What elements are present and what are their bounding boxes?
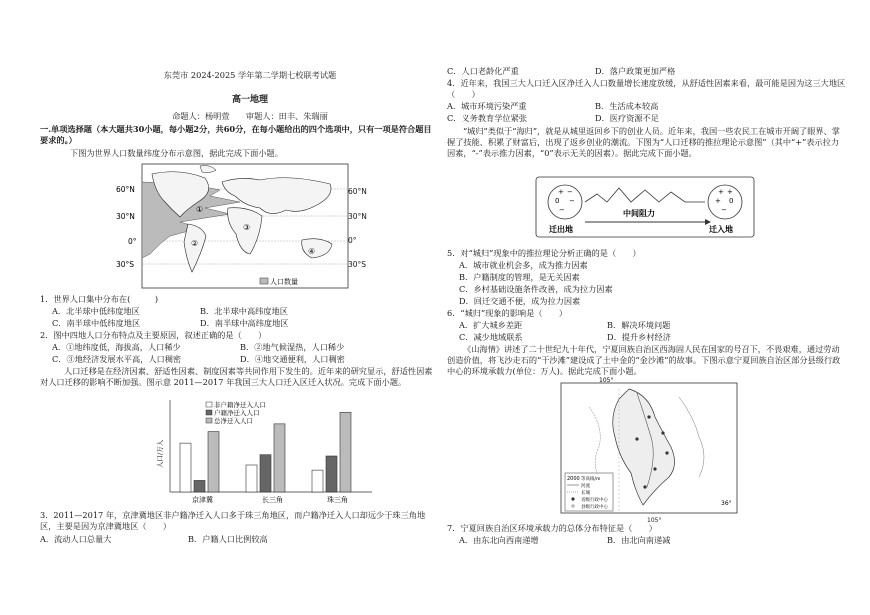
push-pull-diagram <box>535 176 755 238</box>
q2-option-b[interactable]: B．②地气候湿热，人口稀少 <box>240 342 345 352</box>
q3-option-c[interactable]: C．人口老龄化严重 <box>447 66 519 76</box>
bar-0-1 <box>194 480 205 492</box>
q2-stem: 2．图中四地人口分布特点及主要原因，叙述正确的是（ ） <box>40 330 267 340</box>
map-legend: 人口数量 <box>270 278 298 286</box>
diagram-destination-label: 迁入地 <box>709 225 733 234</box>
q7-option-a[interactable]: A．由东北向西南递增 <box>459 535 539 545</box>
world-population-map <box>110 162 350 290</box>
authors: 命题人：杨明萱 审题人：田丰、朱瑞丽 <box>172 111 328 121</box>
section-heading: 一.单项选择题（本大题共30小题，每小题2分，共60分，在每小题给出的四个选项中，只有一项是符合题目要求的。） <box>40 124 432 145</box>
q5-option-d[interactable]: D．回迁交通不便，成为拉力因素 <box>459 296 581 306</box>
q6-option-c[interactable]: C．减少地域联系 <box>459 332 523 342</box>
map-marker-3: ③ <box>243 223 251 232</box>
q4-option-d[interactable]: D．医疗资源不足 <box>595 113 659 123</box>
map2-scale: 2000 <box>567 476 580 482</box>
q3-stem: 3．2011—2017 年，京津冀地区非户籍净迁入人口多于珠三角地区，而户籍净迁入人口却远少于珠三角地区，主要是因为京津冀地区（ ） <box>40 510 426 531</box>
svg-text:0: 0 <box>555 197 560 205</box>
q4-option-b[interactable]: B．生活成本较高 <box>595 101 659 111</box>
lat-label-0-right: 0° <box>348 236 357 245</box>
lat-label-30s: 30°S <box>116 260 135 269</box>
lat-label-60n: 60°N <box>116 185 135 194</box>
bar-0-0 <box>180 443 191 492</box>
q4-option-c[interactable]: C．义务教育学位紧张 <box>447 113 527 123</box>
q5-option-c[interactable]: C．乡村基础设施条件改善，成为拉力因素 <box>459 284 613 294</box>
q2-option-c[interactable]: C．③地经济发展水平高，人口稠密 <box>52 354 182 364</box>
q1-stem: 1．世界人口集中分布在( ) <box>40 294 159 304</box>
q7-option-b[interactable]: B．由北向南递减 <box>607 535 671 545</box>
bar-1-2 <box>274 424 285 492</box>
svg-text:+: + <box>715 197 721 205</box>
svg-text:−: − <box>721 206 727 214</box>
bar-1-1 <box>260 455 271 492</box>
lat-label-60n-right: 60°N <box>348 187 367 196</box>
q1-option-b[interactable]: B．北半球中高纬度地区 <box>200 306 288 316</box>
map2-lon-bottom: 105° <box>647 517 662 524</box>
q2-option-d[interactable]: D．④地交通便利，人口稠密 <box>240 354 345 364</box>
svg-text:−: − <box>569 197 575 205</box>
q1-option-c[interactable]: C．南半球中低纬度地区 <box>52 318 141 328</box>
right-column <box>447 0 847 615</box>
q1-option-a[interactable]: A．北半球中低纬度地区 <box>52 306 140 316</box>
chart-category-1: 长三角 <box>262 496 283 504</box>
svg-text:+: + <box>718 188 724 196</box>
lat-label-30s-right: 30°S <box>348 260 367 269</box>
q3-option-d[interactable]: D．落户政策更加严格 <box>595 66 676 76</box>
passage-4: 《山海情》讲述了二十世纪九十年代，宁夏回族自治区西海固人民在国家的号召下，不畏艰难，通过劳动创造价值，将飞沙走石的“干沙滩”建设成了土中金的“金沙滩”的故事。下图示意宁夏回族自治区部分县级行政中心的环境承载力(单位：万人)。据此完成下面小题。 <box>447 344 841 376</box>
map2-legend-4: 县级行政中心 <box>581 505 608 510</box>
q6-option-a[interactable]: A．扩大城乡差距 <box>459 320 523 330</box>
bar-1-0 <box>246 465 257 492</box>
chart-legend-1: 户籍净迁入人口 <box>214 409 260 417</box>
chart-legend-0: 非户籍净迁入人口 <box>214 401 266 409</box>
map-intro: 下图为世界人口数量纬度分布示意图，据此完成下面小题。 <box>70 148 283 158</box>
lat-label-0: 0° <box>128 237 137 246</box>
q6-stem: 6．“城归”现象的影响是（ ） <box>447 308 568 318</box>
map2-lat-bottom: 36° <box>721 500 732 507</box>
bar-2-1 <box>326 456 337 492</box>
passage-3: “城归”类似于“海归”，就是从城里返回乡下的创业人员。近年来，我国一些农民工在城市开阔了眼界、掌握了技能、积累了财富后，出现了返乡创业的潮流。下图为“人口迁移的推拉理论示意图”（其中“+”表示拉力因素，“-”表示推力因素，“0”表示无关的因素）。据此完成下面小题。 <box>447 126 840 158</box>
map2-legend-1: 河流 <box>581 484 590 489</box>
q5-option-b[interactable]: B．户籍制度的管理，是无关因素 <box>459 272 580 282</box>
chart-legend-2: 总净迁入人口 <box>214 417 253 425</box>
lat-label-30n-right: 30°N <box>348 212 367 221</box>
lat-label-30n: 30°N <box>116 212 135 221</box>
q3-option-a[interactable]: A．流动人口总量大 <box>40 534 112 544</box>
bar-0-2 <box>208 432 219 492</box>
diagram-obstacle-label: 中间阻力 <box>623 209 655 218</box>
bar-2-2 <box>340 412 351 492</box>
svg-text:+: + <box>727 188 733 196</box>
chart-ylabel: 人口/万人 <box>156 439 164 468</box>
q5-option-a[interactable]: A．城市就业机会多，成为推力因素 <box>459 260 588 270</box>
diagram-origin-label: 迁出地 <box>549 225 573 234</box>
q1-option-d[interactable]: D．南半球中高纬度地区 <box>200 318 289 328</box>
q4-stem: 4．近年来，我国三大人口迁入区净迁入人口数量增长速度放缓，从舒适性因素来看，最可能是因为这三大地区（ ） <box>447 78 846 99</box>
bar-2-0 <box>312 470 323 492</box>
ningxia-map <box>559 377 739 515</box>
svg-text:−: − <box>559 206 565 214</box>
map2-legend-0: 等高线/m <box>581 477 601 482</box>
chart-category-2: 珠三角 <box>327 496 348 504</box>
svg-text:−: − <box>567 188 573 196</box>
chart-category-0: 京津冀 <box>192 496 213 504</box>
map2-lon-top: 105° <box>599 377 614 384</box>
map2-legend-2: 长城 <box>581 491 590 496</box>
q2-option-a[interactable]: A．①地纬度低，海拔高，人口稀少 <box>52 342 181 352</box>
q6-option-b[interactable]: B．解决环境问题 <box>607 320 671 330</box>
q7-stem: 7．宁夏回族自治区环境承载力的总体分布特征是（ ） <box>447 523 657 533</box>
map-marker-1: ① <box>196 205 204 214</box>
svg-text:+: + <box>558 188 564 196</box>
exam-title: 东莞市 2024-2025 学年第二学期七校联考试题 <box>163 70 337 80</box>
passage-2: 人口迁移是在经济因素、舒适性因素、制度因素等共同作用下发生的。近年来的研究显示，舒适性因素对人口迁移的影响不断加强。图示意 2011—2017 年我国三大人口迁入区迁入状况。完成下面小题。 <box>40 366 433 387</box>
map2-legend-3: 省级行政中心 <box>581 498 608 503</box>
q3-option-b[interactable]: B．户籍人口比例较高 <box>188 534 268 544</box>
left-column <box>40 0 435 615</box>
q5-stem: 5．对“城归”现象中的推拉理论分析正确的是（ ） <box>447 248 641 258</box>
svg-text:0: 0 <box>729 197 734 205</box>
migration-bar-chart <box>152 398 377 506</box>
q6-option-d[interactable]: D．提升乡村经济 <box>607 332 671 342</box>
map-marker-2: ② <box>191 239 199 248</box>
map-marker-4: ④ <box>308 247 316 256</box>
q4-option-a[interactable]: A．城市环境污染严重 <box>447 101 527 111</box>
subject-title: 高一地理 <box>231 95 268 105</box>
